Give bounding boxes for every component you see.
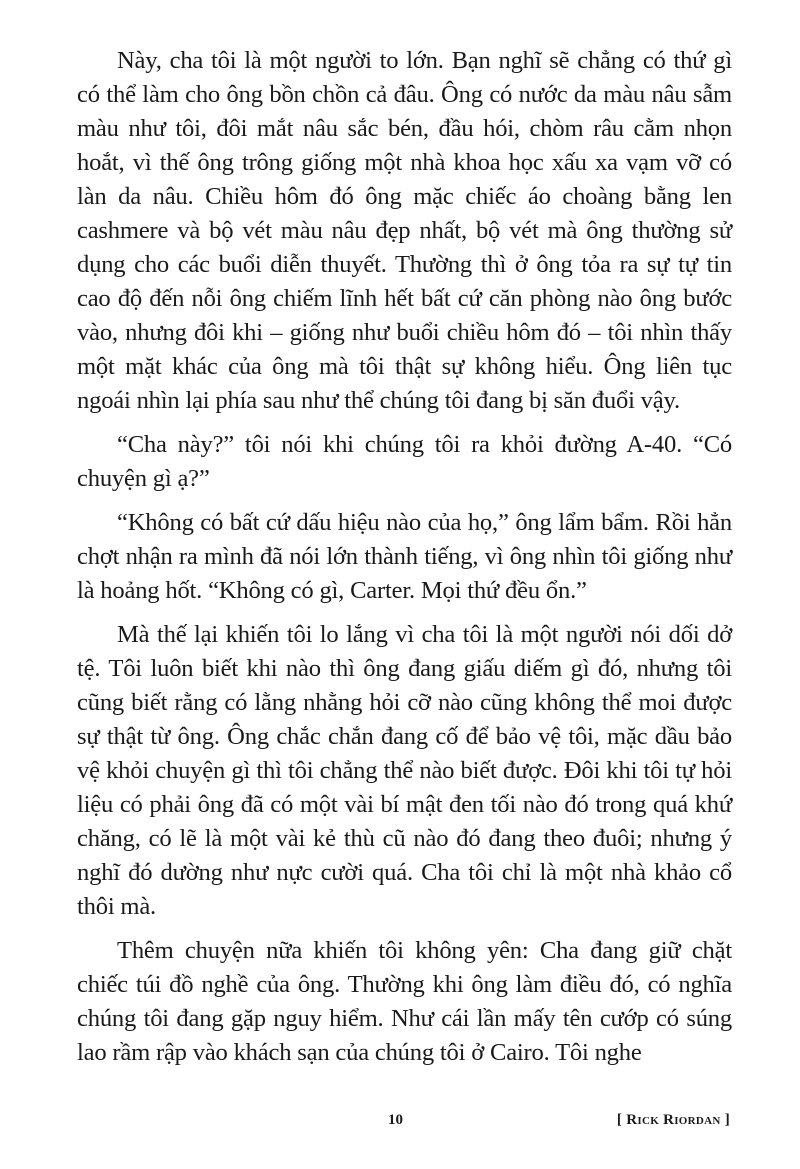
paragraph-4: Mà thế lại khiến tôi lo lắng vì cha tôi là một người nói dối dở tệ. Tôi luôn biết khi nào thì ông đang giấu diếm gì đó, nhưng tôi cũng biết rằng có lằng nhằng hỏi cỡ nào cũng không thể moi được sự thật từ ông. Ông chắc chắn đang cố để bảo vệ tôi, mặc dầu bảo vệ khỏi chuyện gì thì tôi chẳng thể nào biết được. Đôi khi tôi tự hỏi liệu có phải ông đã có một vài bí mật đen tối nào đó trong quá khứ chăng, có lẽ là một vài kẻ thù cũ nào đó đang theo đuôi; nhưng ý nghĩ đó dường như nực cười quá. Cha tôi chỉ là một nhà khảo cổ thôi mà.: [77, 621, 732, 920]
paragraph-2: “Cha này?” tôi nói khi chúng tôi ra khỏi đường A-40. “Có chuyện gì ạ?”: [77, 431, 732, 492]
running-head-author: [ Rick Riordan ]: [616, 1112, 730, 1128]
page-footer: [0, 1112, 800, 1136]
paragraph-5: Thêm chuyện nữa khiến tôi không yên: Cha đang giữ chặt chiếc túi đồ nghề của ông. Thường khi ông làm điều đó, có nghĩa chúng tôi đang gặp nguy hiểm. Như cái lần mấy tên cướp có súng lao rầm rập vào khách sạn của chúng tôi ở Cairo. Tôi nghe: [77, 937, 732, 1066]
page-number: 10: [388, 1112, 403, 1128]
paragraph-1: Này, cha tôi là một người to lớn. Bạn nghĩ sẽ chẳng có thứ gì có thể làm cho ông bồn chồn cả đâu. Ông có nước da màu nâu sẫm màu như tôi, đôi mắt nâu sắc bén, đầu hói, chòm râu cằm nhọn hoắt, vì thế ông trông giống một nhà khoa học xấu xa vạm vỡ có làn da nâu. Chiều hôm đó ông mặc chiếc áo choàng bằng len cashmere và bộ vét màu nâu đẹp nhất, bộ vét mà ông thường sử dụng cho các buổi diễn thuyết. Thường thì ở ông tỏa ra sự tự tin cao độ đến nỗi ông chiếm lĩnh hết bất cứ căn phòng nào ông bước vào, nhưng đôi khi – giống như buổi chiều hôm đó – tôi nhìn thấy một mặt khác của ông mà tôi thật sự không hiểu. Ông liên tục ngoái nhìn lại phía sau như thể chúng tôi đang bị săn đuổi vậy.: [77, 47, 732, 414]
paragraph-3: “Không có bất cứ dấu hiệu nào của họ,” ông lẩm bẩm. Rồi hẳn chợt nhận ra mình đã nói lớn thành tiếng, vì ông nhìn tôi giống như là hoảng hốt. “Không có gì, Carter. Mọi thứ đều ổn.”: [77, 509, 732, 604]
body-text: [77, 44, 732, 1080]
